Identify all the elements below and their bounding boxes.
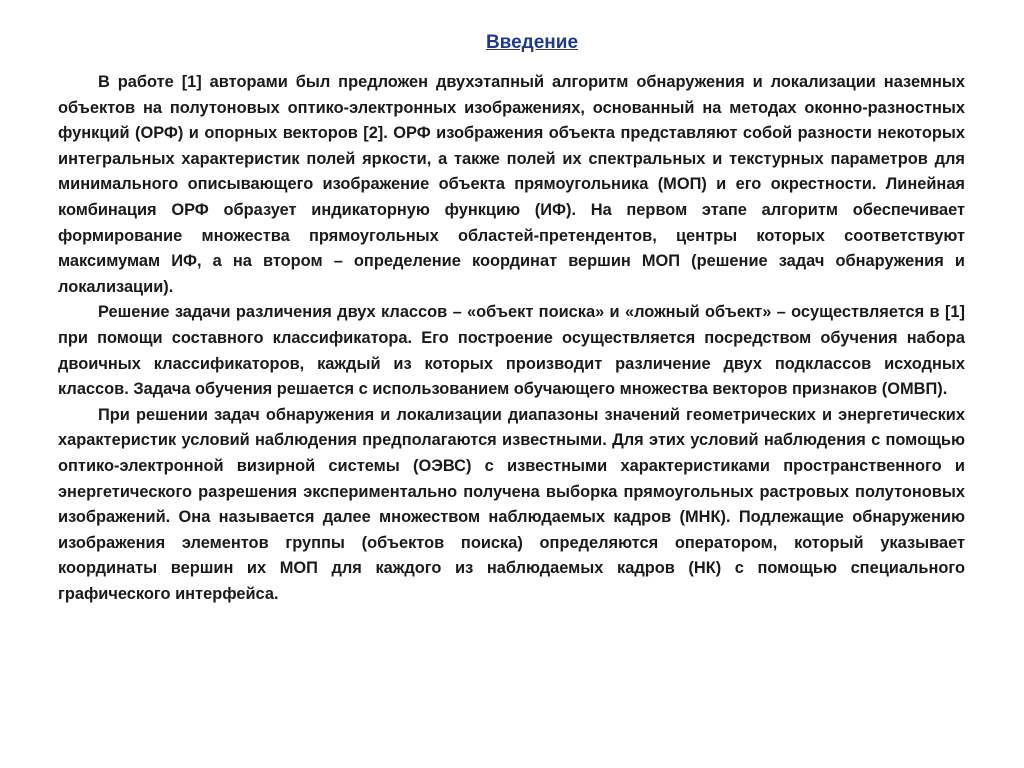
paragraph-3: При решении задач обнаружения и локализации диапазоны значений геометрических и энергетических характеристик условий наблюдения предполагаются известными. Для этих условий наблюдения с помощью оптико-электронной визирной системы (ОЭВС) с известными характеристиками пространственного и энергетического разрешения экспериментально получена выборка прямоугольных растровых полутоновых изображений. Она называется далее множеством наблюдаемых кадров (МНК). Подлежащие обнаружению изображения элементов группы (объектов поиска) определяются оператором, который указывает координаты вершин их МОП для каждого из наблюдаемых кадров (НК) с помощью специального графического интерфейса. xyxy=(58,405,965,603)
section-title: Введение xyxy=(485,32,579,53)
paragraph-2: Решение задачи различения двух классов – «объект поиска» и «ложный объект» – осуществляется в [1] при помощи составного классификатора. Его построение осуществляется посредством обучения набора двоичных классификаторов, каждый из которых производит различение двух подклассов исходных классов. Задача обучения решается с использованием обучающего множества векторов признаков (ОМВП). xyxy=(58,303,965,399)
body-text xyxy=(58,70,965,607)
paragraph-1: В работе [1] авторами был предложен двухэтапный алгоритм обнаружения и локализации наземных объектов на полутоновых оптико-электронных изображениях, основанный на методах оконно-разностных функций (ОРФ) и опорных векторов [2]. ОРФ изображения объекта представляют собой разности некоторых интегральных характеристик полей яркости, а также полей их спектральных и текстурных параметров для минимального описывающего изображение объекта прямоугольника (МОП) и его окрестности. Линейная комбинация ОРФ образует индикаторную функцию (ИФ). На первом этапе алгоритм обеспечивает формирование множества прямоугольных областей-претендентов, центры которых соответствуют максимумам ИФ, а на втором – определение координат вершин МОП (решение задач обнаружения и локализации). xyxy=(58,73,965,296)
